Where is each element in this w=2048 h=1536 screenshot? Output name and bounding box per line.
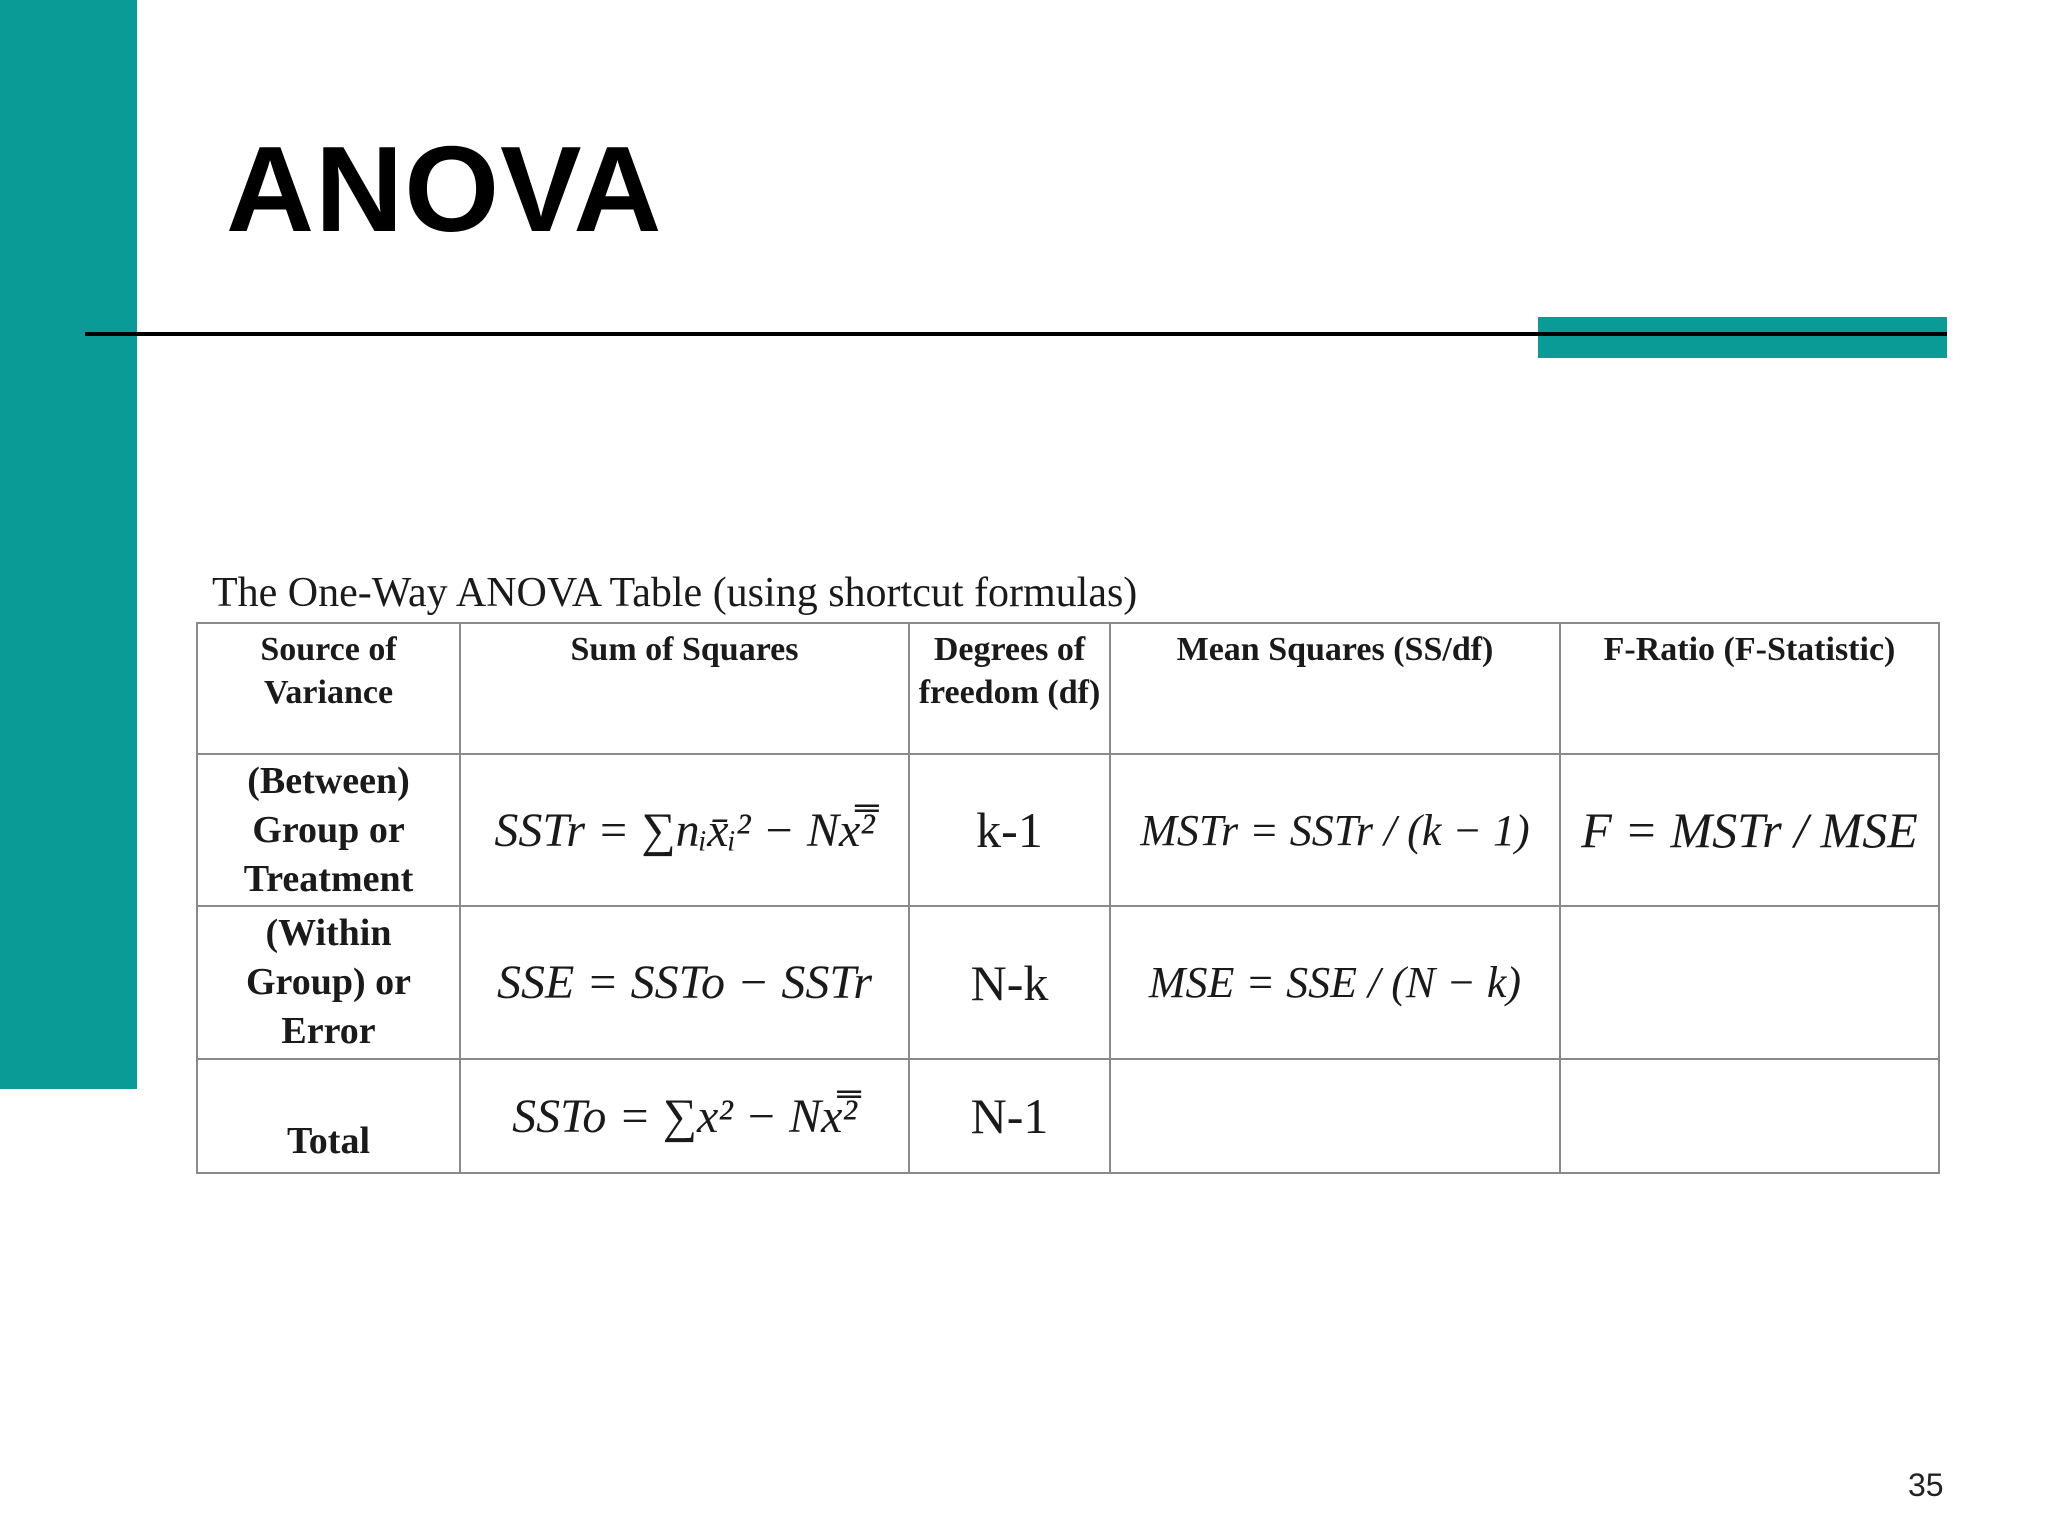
df-between: k-1 <box>909 754 1110 906</box>
formula-ssto: SSTo = ∑x² − Nx̿² <box>460 1059 909 1173</box>
formula-sstr: SSTr = ∑nᵢx̄ᵢ² − Nx̿² <box>460 754 909 906</box>
table-row-total <box>197 1059 1939 1173</box>
header-sum-of-squares: Sum of Squares <box>460 623 909 754</box>
ms-within: MSE = SSE / (N − k) <box>1110 906 1560 1059</box>
header-f-ratio: F-Ratio (F-Statistic) <box>1560 623 1939 754</box>
df-total: N-1 <box>909 1059 1110 1173</box>
formula-sse: SSE = SSTo − SSTr <box>460 906 909 1059</box>
source-within: (Within Group) or Error <box>197 906 460 1059</box>
slide-title: ANOVA <box>226 121 663 257</box>
header-mean-squares: Mean Squares (SS/df) <box>1110 623 1560 754</box>
table-row-within <box>197 906 1939 1059</box>
page-number: 35 <box>1908 1467 1944 1503</box>
df-within: N-k <box>909 906 1110 1059</box>
anova-table <box>196 622 1940 1174</box>
table-caption: The One-Way ANOVA Table (using shortcut formulas) <box>212 570 1138 616</box>
source-between: (Between) Group or Treatment <box>197 754 460 906</box>
header-source-of-variance: Source of Variance <box>197 623 460 754</box>
left-accent-bar <box>0 0 137 1089</box>
ms-total-empty <box>1110 1059 1560 1173</box>
f-ratio-formula: F = MSTr / MSE <box>1560 754 1939 906</box>
divider-accent-block <box>1538 317 1947 358</box>
f-ratio-empty-within <box>1560 906 1939 1059</box>
f-ratio-empty-total <box>1560 1059 1939 1173</box>
table-row-between <box>197 754 1939 906</box>
header-degrees-of-freedom: Degrees of freedom (df) <box>909 623 1110 754</box>
divider-accent-line <box>1538 332 1947 336</box>
ms-between: MSTr = SSTr / (k − 1) <box>1110 754 1560 906</box>
table-header-row <box>197 623 1939 754</box>
source-total: Total <box>197 1059 460 1173</box>
